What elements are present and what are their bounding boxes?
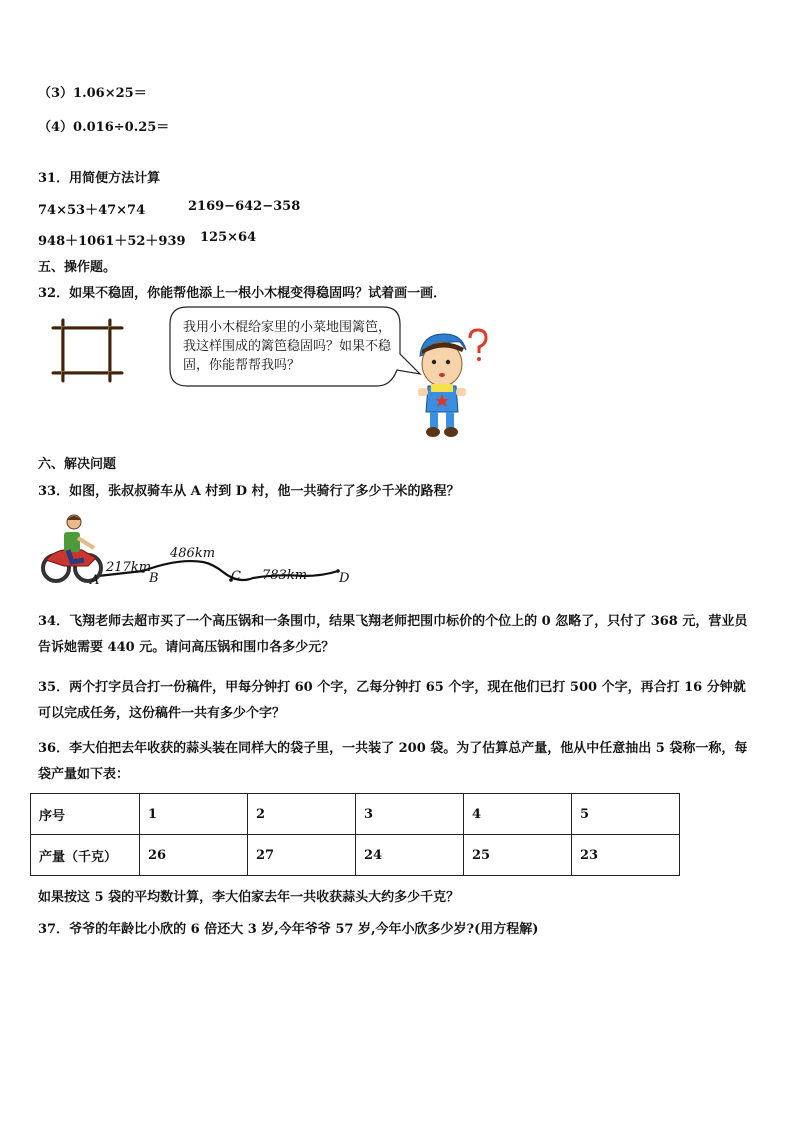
point-b-label: B — [149, 571, 159, 586]
section-6-heading: 六、解决问题 — [38, 457, 117, 472]
table-cell: 25 — [464, 835, 572, 876]
table-cell: 5 — [572, 794, 680, 835]
segment-ab-label: 217km — [106, 560, 152, 575]
q37-text: 37．爷爷的年龄比小欣的 6 倍还大 3 岁,今年爷爷 57 岁,今年小欣多少岁?(用方程解) — [38, 922, 539, 937]
table-cell: 24 — [356, 835, 464, 876]
point-d-label: D — [339, 571, 350, 586]
stick-square-figure — [50, 318, 126, 384]
point-a-label: A — [90, 573, 100, 588]
q33-text: 33．如图，张叔叔骑车从 A 村到 D 村，他一共骑行了多少千米的路程？ — [38, 484, 460, 499]
table-cell: 23 — [572, 835, 680, 876]
segment-bc-label: 486km — [170, 546, 216, 561]
section-5-heading: 五、操作题。 — [38, 260, 117, 275]
table-cell: 3 — [356, 794, 464, 835]
table-row — [31, 794, 680, 835]
item-3: （3）1.06×25＝ — [38, 86, 147, 101]
boy-cartoon — [412, 328, 492, 443]
table-cell: 26 — [140, 835, 248, 876]
q36-question: 如果按这 5 袋的平均数计算，李大伯家去年一共收获蒜头大约多少千克？ — [38, 890, 460, 905]
q35-text: 35．两个打字员合打一份稿件，甲每分钟打 60 个字，乙每分钟打 65 个字，现在他们已打 500 个字，再合打 16 分钟就可以完成任务，这份稿件一共有多少个字？ — [38, 680, 746, 721]
table-header-serial: 序号 — [31, 794, 140, 835]
q31-title: 31．用简便方法计算 — [38, 171, 161, 186]
q31-expr-2: 2169−642−358 — [188, 199, 301, 214]
table-cell: 2 — [248, 794, 356, 835]
q32-text: 32．如果不稳固，你能帮他添上一根小木棍变得稳固吗？试着画一画． — [38, 286, 447, 301]
point-c-label: C — [231, 569, 241, 584]
q34-text: 34．飞翔老师去超市买了一个高压锅和一条围巾，结果飞翔老师把围巾标价的个位上的 0 忽略了，只付了 368 元，营业员告诉她需要 440 元。请问高压锅和围巾各多少元？ — [38, 614, 748, 655]
table-cell: 27 — [248, 835, 356, 876]
segment-cd-label: 783km — [262, 568, 308, 583]
table-row — [31, 835, 680, 876]
speech-bubble-text: 我用小木棍给家里的小菜地围篱笆，我这样围成的篱笆稳固吗？如果不稳固，你能帮帮我吗？ — [183, 320, 392, 373]
table-cell: 1 — [140, 794, 248, 835]
table-cell: 4 — [464, 794, 572, 835]
q36-text: 36．李大伯把去年收获的蒜头装在同样大的袋子里，一共装了 200 袋。为了估算总产量，他从中任意抽出 5 袋称一称，每袋产量如下表： — [38, 741, 748, 782]
q31-expr-3: 948＋1061＋52＋939 — [38, 234, 186, 249]
table-header-yield: 产量（千克） — [31, 835, 140, 876]
q31-expr-1: 74×53＋47×74 — [38, 203, 146, 218]
q31-expr-4: 125×64 — [200, 230, 257, 245]
yield-table — [30, 793, 680, 876]
item-4: （4）0.016÷0.25＝ — [38, 120, 170, 135]
